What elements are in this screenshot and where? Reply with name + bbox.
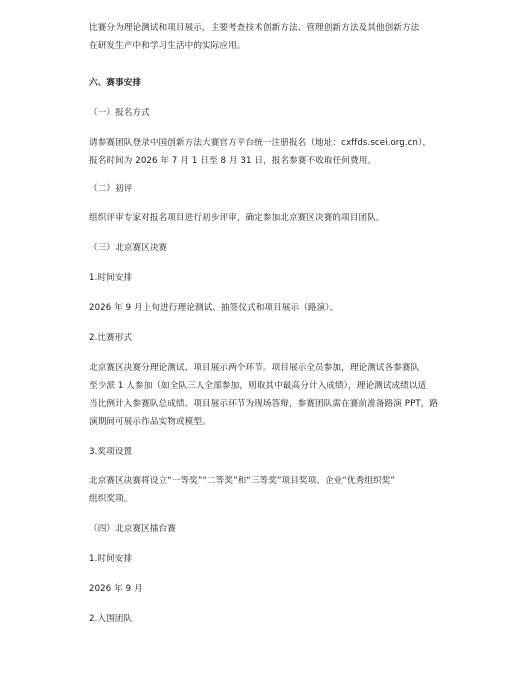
section-heading: 六、赛事安排 (89, 78, 142, 88)
body-paragraph-line: 组织评审专家对报名项目进行初步评审，确定参加北京赛区决赛的项目团队。 (89, 213, 385, 223)
body-paragraph-line: 2026 年 9 月上旬进行理论测试、抽签仪式和项目展示（路演）。 (89, 303, 339, 313)
body-paragraph-line: 北京赛区决赛将设立“一等奖”“二等奖”和“三等奖”项目奖项、企业“优秀组织奖” (89, 476, 395, 486)
body-paragraph-line: 组织奖项。 (89, 494, 133, 504)
item-heading: 3.奖项设置 (89, 447, 133, 457)
subsection-heading: （三）北京赛区决赛 (89, 243, 168, 253)
item-heading: 1.时间安排 (89, 273, 133, 283)
body-paragraph-line: 当比例计入参赛队总成绩。项目展示环节为现场答辩，参赛团队需在赛前准备路演 PPT，路 (89, 399, 439, 409)
subsection-heading: （四）北京赛区擂台赛 (89, 524, 176, 534)
body-paragraph-line: 演期间可展示作品实物或模型。 (89, 417, 211, 427)
item-heading: 2.比赛形式 (89, 333, 133, 343)
body-paragraph-line: 至少派 1 人参加（如全队三人全部参加，则取其中最高分计入成绩），理论测试成绩以适 (89, 381, 427, 391)
body-paragraph-line: 比赛分为理论测试和项目展示，主要考查技术创新方法、管理创新方法及其他创新方法 (89, 23, 420, 33)
subsection-heading: （二）初评 (89, 184, 133, 194)
subsection-heading: （一）报名方式 (89, 108, 150, 118)
body-paragraph-line: 2026 年 9 月 (89, 584, 143, 594)
body-paragraph-line: 报名时间为 2026 年 7 月 1 日至 8 月 31 日，报名参赛不收取任何费用。 (89, 156, 377, 166)
item-heading: 1.时间安排 (89, 554, 133, 564)
item-heading: 2.入围团队 (89, 614, 133, 624)
body-paragraph-line: 北京赛区决赛分理论测试、项目展示两个环节。项目展示全员参加，理论测试各参赛队 (89, 363, 420, 373)
body-paragraph-line: 请参赛团队登录中国创新方法大赛官方平台统一注册报名（地址：cxffds.scei.org.cn）， (89, 138, 432, 148)
body-paragraph-line: 在研发生产中和学习生活中的实际应用。 (89, 41, 246, 51)
